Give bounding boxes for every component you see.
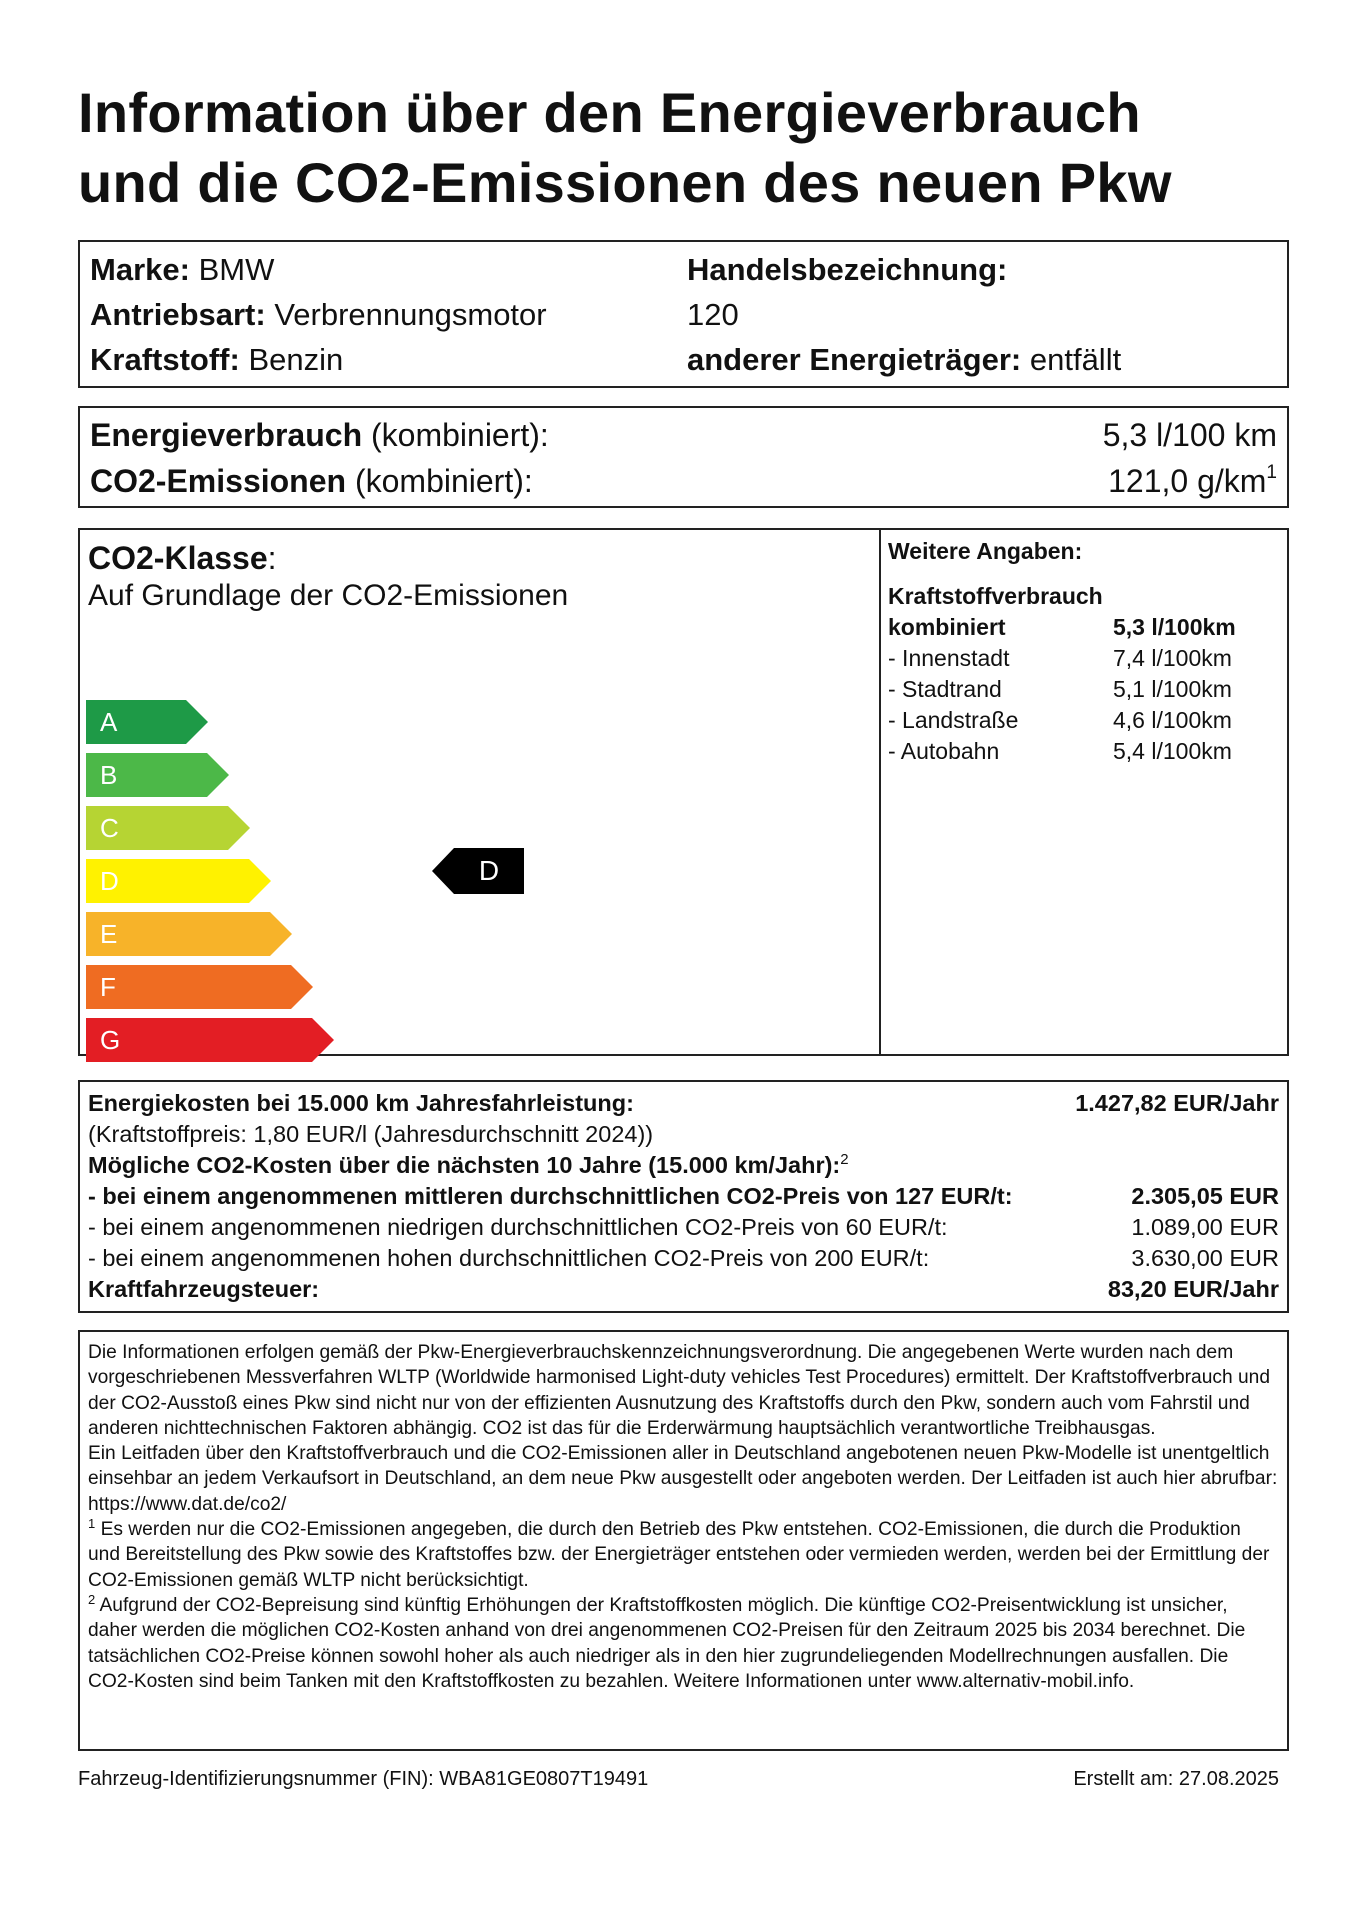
band-arrow-tip bbox=[228, 806, 250, 850]
footnote-1-marker: 1 bbox=[88, 1516, 96, 1532]
energiekosten-row bbox=[88, 1088, 1279, 1119]
handelsbezeichnung-value: 120 bbox=[687, 297, 739, 332]
handelsbezeichnung-row bbox=[687, 248, 1007, 292]
consumption-label: - Autobahn bbox=[888, 738, 1000, 764]
band-letter: C bbox=[100, 813, 119, 843]
consumption-label: - Landstraße bbox=[888, 707, 1019, 733]
co2-klasse-colon: : bbox=[267, 540, 277, 576]
consumption-value: 5,3 l/100km bbox=[1113, 614, 1236, 640]
antriebsart-label: Antriebsart: bbox=[90, 297, 266, 332]
co2-preis-hoch-row bbox=[88, 1243, 1279, 1274]
footnote-2-text: Aufgrund der CO2-Bepreisung sind künftig Erhöhungen der Kraftstoffkosten möglich. Die künftige CO2-Preisentwicklung ist unsicher, daher werden die möglichen CO2-Kosten anhand von drei angenommenen CO2-Preisen für den Zeitraum 2025 bis 2034 berechnet. Die tatsächlichen CO2-Preise können sowohl hoher als auch niedriger als in den hier zugrundeliegenden Modellrechnungen ausfallen. Die CO2-Kosten sind beim Tanken mit den Kraftstoffkosten zu bezahlen. Weitere Informationen unter www.alternativ-mobil.info. bbox=[88, 1594, 1246, 1692]
handelsbezeichnung-label: Handelsbezeichnung: bbox=[687, 252, 1008, 287]
co2-emissionen-suffix: (kombiniert): bbox=[354, 463, 533, 499]
band-letter: B bbox=[100, 760, 118, 790]
energieverbrauch-suffix: (kombiniert): bbox=[371, 417, 549, 453]
band-arrow-tip bbox=[186, 700, 208, 744]
page-title bbox=[78, 78, 1298, 218]
creation-date: Erstellt am: 27.08.2025 bbox=[1073, 1768, 1279, 1790]
marke-value: BMW bbox=[198, 252, 275, 287]
co2-preis-hoch-label: - bei einem angenommenen hohen durchschnittlichen CO2-Preis von 200 EUR/t: bbox=[88, 1245, 930, 1271]
co2-preis-mittel-row bbox=[88, 1181, 1279, 1212]
co2-klasse-label-row bbox=[88, 536, 277, 580]
co2-emissionen-value-row bbox=[1108, 458, 1277, 504]
consumption-value: 5,4 l/100km bbox=[1113, 738, 1232, 764]
footnote-1 bbox=[88, 1517, 1278, 1593]
selected-class-marker bbox=[432, 848, 524, 894]
co2-class-band-a bbox=[86, 700, 208, 744]
weitere-angaben-title: Weitere Angaben: bbox=[888, 538, 1083, 564]
co2-emissionen-row bbox=[90, 458, 533, 504]
consumption-value: 5,1 l/100km bbox=[1113, 676, 1232, 702]
co2-class-band-g bbox=[86, 1018, 334, 1062]
band-letter: G bbox=[100, 1025, 121, 1055]
marker-arrow bbox=[432, 848, 454, 894]
co2-preis-niedrig-label: - bei einem angenommenen niedrigen durchschnittlichen CO2-Preis von 60 EUR/t: bbox=[88, 1214, 948, 1240]
legal-paragraph-1: Die Informationen erfolgen gemäß der Pkw-Energieverbrauchskennzeichnungsverordnung. Die angegebenen Werte wurden nach dem vorgeschriebenen Messverfahren WLTP (Worldwide harmonised Light-duty vehicles Test Procedures) ermittelt. Der Kraftstoffverbrauch und der CO2-Ausstoß eines Pkw sind nicht nur von der effizienten Ausnutzung des Kraftstoffs durch den Pkw, sondern auch vom Fahrstil und anderen nichttechnischen Faktoren abhängig. CO2 ist das für die Erderwärmung hauptsächlich verantwortliche Treibhausgas. bbox=[88, 1342, 1270, 1439]
band-arrow-tip bbox=[312, 1018, 334, 1062]
marke-label: Marke: bbox=[90, 252, 190, 287]
band-arrow-tip bbox=[270, 912, 292, 956]
weitere-angaben bbox=[888, 536, 1283, 767]
co2-preis-mittel-label: - bei einem angenommenen mittleren durchschnittlichen CO2-Preis von 127 EUR/t: bbox=[88, 1183, 1013, 1209]
co2-emissionen-label: CO2-Emissionen bbox=[90, 463, 347, 499]
consumption-row-autobahn bbox=[888, 736, 1283, 767]
consumption-label: - Stadtrand bbox=[888, 676, 1002, 702]
band-arrow-tip bbox=[207, 753, 229, 797]
kraftstoff-label: Kraftstoff: bbox=[90, 342, 240, 377]
kraftfahrzeugsteuer-label: Kraftfahrzeugsteuer: bbox=[88, 1276, 320, 1302]
anderer-label: anderer Energieträger: bbox=[687, 342, 1022, 377]
kraftstoff-row bbox=[90, 338, 343, 382]
kraftfahrzeugsteuer-row bbox=[88, 1274, 1279, 1305]
footnote-2-marker: 2 bbox=[88, 1591, 96, 1607]
legal-paragraph-2: Ein Leitfaden über den Kraftstoffverbrauch und die CO2-Emissionen aller in Deutschland angebotenen neuen Pkw-Modelle ist unentgeltlich einsehbar an jedem Verkaufsort in Deutschland, an dem neue Pkw ausgestellt oder angeboten werden. Der Leitfaden ist auch hier abrufbar: https://www.dat.de/co2/ bbox=[88, 1443, 1278, 1515]
legal-notice-box bbox=[78, 1330, 1289, 1751]
band-letter: A bbox=[100, 707, 118, 737]
co2-class-band-b bbox=[86, 753, 229, 797]
consumption-label: kombiniert bbox=[888, 614, 1006, 640]
footnote-marker: 1 bbox=[1266, 462, 1277, 483]
antriebsart-value: Verbrennungsmotor bbox=[274, 297, 547, 332]
kraftfahrzeugsteuer-value: 83,20 EUR/Jahr bbox=[1107, 1276, 1279, 1302]
band-arrow-tip bbox=[291, 965, 313, 1009]
co2-preis-niedrig-row bbox=[88, 1212, 1279, 1243]
energiekosten-value: 1.427,82 EUR/Jahr bbox=[1075, 1090, 1279, 1116]
anderer-value: entfällt bbox=[1029, 342, 1122, 377]
co2-kosten-heading: Mögliche CO2-Kosten über die nächsten 10 Jahre (15.000 km/Jahr): bbox=[88, 1152, 841, 1178]
co2-emissionen-value: 121,0 g/km bbox=[1108, 463, 1267, 499]
co2-preis-mittel-value: 2.305,05 EUR bbox=[1131, 1183, 1279, 1209]
footnote-marker: 2 bbox=[840, 1151, 849, 1168]
co2-class-band-c bbox=[86, 806, 250, 850]
fin-number: Fahrzeug-Identifizierungsnummer (FIN): WBA81GE0807T19491 bbox=[78, 1768, 649, 1790]
consumption-row-innenstadt bbox=[888, 643, 1283, 674]
energiekosten-label: Energiekosten bei 15.000 km Jahresfahrleistung: bbox=[88, 1090, 634, 1116]
consumption-row-stadtrand bbox=[888, 674, 1283, 705]
selected-class-letter: D bbox=[454, 848, 524, 894]
co2-class-band-f bbox=[86, 965, 313, 1009]
consumption-label: - Innenstadt bbox=[888, 645, 1010, 671]
co2-class-box bbox=[78, 528, 1289, 1056]
title-line-1: Information über den Energieverbrauch bbox=[78, 81, 1141, 144]
kraftstoff-value: Benzin bbox=[248, 342, 344, 377]
band-letter: F bbox=[100, 972, 116, 1002]
co2-class-band-d bbox=[86, 859, 271, 903]
co2-kosten-heading-row bbox=[88, 1150, 1279, 1181]
consumption-value: 4,6 l/100km bbox=[1113, 707, 1232, 733]
band-arrow-tip bbox=[249, 859, 271, 903]
energieverbrauch-label: Energieverbrauch bbox=[90, 417, 363, 453]
energieverbrauch-row bbox=[90, 412, 549, 458]
marke-row bbox=[90, 248, 274, 292]
legal-text bbox=[88, 1340, 1278, 1694]
spacer bbox=[888, 567, 1283, 581]
anderer-energietraeger-row bbox=[687, 338, 1121, 382]
band-letter: E bbox=[100, 919, 118, 949]
consumption-row-landstrasse bbox=[888, 705, 1283, 736]
co2-class-band-e bbox=[86, 912, 292, 956]
footnote-2 bbox=[88, 1593, 1278, 1694]
co2-preis-hoch-value: 3.630,00 EUR bbox=[1131, 1245, 1279, 1271]
energieverbrauch-value: 5,3 l/100 km bbox=[1102, 417, 1277, 453]
kraftstoffverbrauch-heading: Kraftstoffverbrauch bbox=[888, 583, 1103, 609]
band-bar bbox=[86, 965, 291, 1009]
kraftstoffpreis-note: (Kraftstoffpreis: 1,80 EUR/l (Jahresdurchschnitt 2024)) bbox=[88, 1121, 654, 1147]
co2-klasse-subtitle: Auf Grundlage der CO2-Emissionen bbox=[88, 579, 569, 612]
column-divider bbox=[879, 530, 881, 1054]
costs-box bbox=[78, 1080, 1289, 1313]
consumption-summary-box bbox=[78, 406, 1289, 508]
band-letter: D bbox=[100, 866, 119, 896]
consumption-value: 7,4 l/100km bbox=[1113, 645, 1232, 671]
co2-preis-niedrig-value: 1.089,00 EUR bbox=[1131, 1214, 1279, 1240]
consumption-row-kombiniert bbox=[888, 612, 1283, 643]
vehicle-info-box bbox=[78, 240, 1289, 388]
co2-klasse-label: CO2-Klasse bbox=[88, 540, 268, 576]
footnote-1-text: Es werden nur die CO2-Emissionen angegeben, die durch den Betrieb des Pkw entstehen. CO2-Emissionen, die durch die Produktion und Bereitstellung des Pkw sowie des Kraftstoffes bzw. der Energieträger entstehen oder vermieden werden, werden bei der Ermittlung der CO2-Emissionen gemäß WLTP nicht berücksichtigt. bbox=[88, 1519, 1270, 1591]
antriebsart-row bbox=[90, 293, 547, 337]
title-line-2: und die CO2-Emissionen des neuen Pkw bbox=[78, 151, 1172, 214]
